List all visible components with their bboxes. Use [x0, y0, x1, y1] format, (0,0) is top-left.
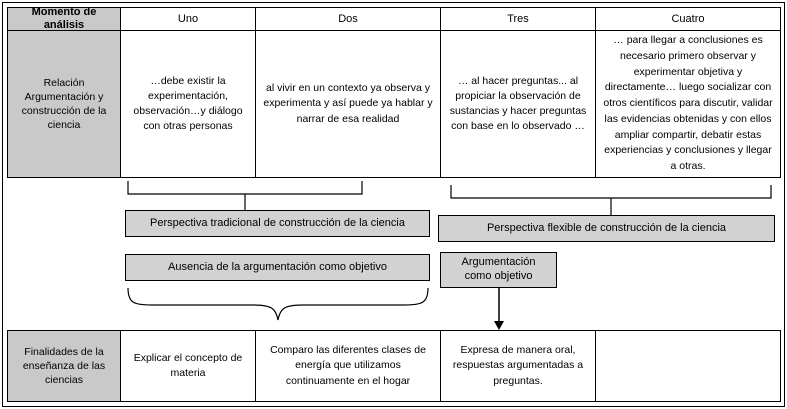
purpose-cell-dos: Comparo las diferentes clases de energía que utilizamos continuamente en el hogar — [256, 331, 441, 402]
relation-cell-tres: … al hacer preguntas... al propiciar la observación de sustancias y hacer preguntas con base en lo observado … — [441, 31, 596, 178]
traditional-perspective-box: Perspectiva tradicional de construcción de la ciencia — [125, 210, 430, 237]
corner-label: Momento de análisis — [8, 8, 121, 31]
absence-argumentation-box: Ausencia de la argumentación como objetivo — [125, 254, 430, 281]
column-header-uno: Uno — [121, 8, 256, 31]
analysis-moments-table — [7, 7, 781, 178]
purposes-table — [7, 330, 781, 402]
column-header-tres: Tres — [441, 8, 596, 31]
argumentation-goal-box: Argumentación como objetivo — [440, 252, 557, 288]
purposes-row-label: Finalidades de la enseñanza de las ciencias — [8, 331, 121, 402]
relation-row-label: Relación Argumentación y construcción de la ciencia — [8, 31, 121, 178]
bracket-flexible — [450, 185, 772, 215]
column-header-dos: Dos — [256, 8, 441, 31]
column-header-cuatro: Cuatro — [596, 8, 781, 31]
bracket-traditional — [127, 181, 363, 210]
down-arrow — [491, 288, 507, 330]
relation-cell-dos: al vivir en un contexto ya observa y experimenta y así puede ya hablar y narrar de esa realidad — [256, 31, 441, 178]
purpose-cell-uno: Explicar el concepto de materia — [121, 331, 256, 402]
flexible-perspective-box: Perspectiva flexible de construcción de la ciencia — [438, 215, 775, 242]
relation-cell-cuatro: … para llegar a conclusiones es necesario primero observar y experimentar objetiva y directamente… luego socializar con otros científicos para discutir, validar las evidencias obtenidas y con ellos ampliar compartir, debatir estas experiencias y conclusiones y llegar a otras. — [596, 31, 781, 178]
relation-cell-uno: …debe existir la experimentación, observación…y diálogo con otras personas — [121, 31, 256, 178]
underbrace-absence — [126, 286, 430, 323]
purpose-cell-tres: Expresa de manera oral, respuestas argumentadas a preguntas. — [441, 331, 596, 402]
purpose-cell-cuatro — [596, 331, 781, 402]
